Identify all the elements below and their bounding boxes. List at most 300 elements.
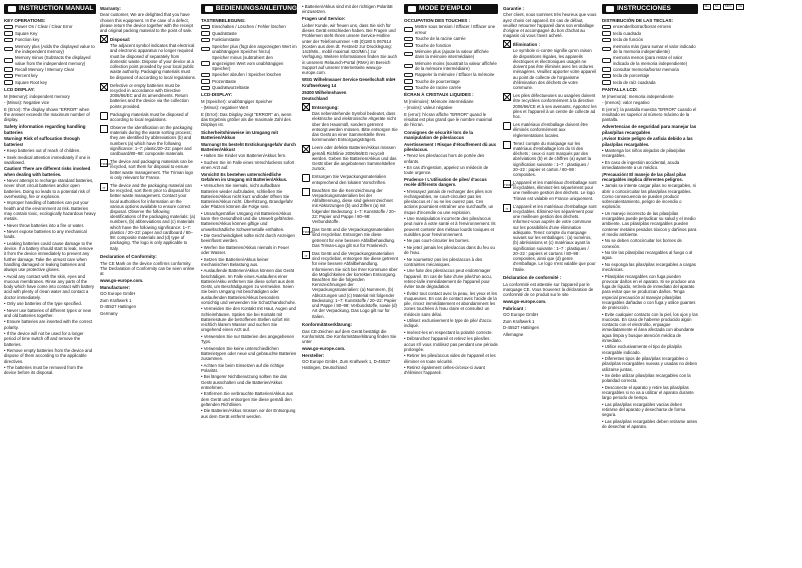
mplus-key-icon [201,47,210,52]
key-row [4,31,96,36]
lcd-line: M (mémoire): Mémoire intermédiaire [404,98,474,104]
key-desc: Touche de pourcentage [415,78,460,84]
caution-line: • Ne pas court-circuiter les bornes. [404,238,470,244]
de-recyclable2-block [302,251,398,320]
caution-line: • Achten Sie beim Einsetzen auf die richtige Polarität. [201,362,284,373]
caution-line: • Never attempt to recharge standard batteries, never short circuit batteries and/or open batteries. Doing so leads to a potential risk of overheating, fire or explosion. [4,178,94,199]
mminus-key-icon [404,64,413,69]
address-line: 25300 Wilhelmshaven [302,89,347,95]
caution-line: • Werfen Sie Batterien/Akkus niemals in Feuer oder Wasser. [201,244,290,256]
fr-decl: La conformité est attestée sur l'appareil par le marquage CE. Vous trouverez la déclaration de conformité de ce produit sur le site [503,281,594,298]
col-german-2 [302,4,398,566]
en-packaging: Packaging materials must be disposed of according to local regulations. [110,111,189,122]
col-spanish [602,4,698,566]
on-key-icon [4,25,13,30]
de-questions-heading: Fragen und Service: [302,16,346,22]
lcd-line: M (Speicher): unabhängiger Speicher [201,98,273,104]
warning-line: • Seek medical attention immediately if one is swallowed. [4,154,91,165]
de-battery-disposal: Leere oder defekte Batterien/Akkus müssen gemäß Richtlinie 2006/66/EG recycelt werden. Geben Sie Batterien/Akkus und das Gerät über die angebotenen Sammelstellen zurück. [312,145,397,172]
flag-icon [408,6,416,12]
caution-line: • Vermeiden Sie den Kontakt mit Haut, Augen und Schleimhäuten. Spülen Sie bei Kontakt mit Batteriesäure die betroffenen Stellen sofort mit reichlich klarem Wasser und suchen Sie umgehend einen Arzt auf. [201,306,296,333]
caution-line: • Improper handling of batteries can put your health and the environment at risk. Batteries may contain toxic, ecologically hazardous heavy metals. [4,200,96,222]
de-header [201,4,297,14]
warning-line: • Tenez les piles/accus hors de portée des enfants. [404,153,485,164]
caution-line: • Versuchen Sie niemals, nicht aufladbare Batterien wieder aufzuladen, schließen Sie Batterien/Akkus nicht kurz und/oder öffnen Sie Batterien/Akkus nicht. Überhitzung, Brandgefahr oder Platzen können die Folge sein. [201,183,293,210]
col-french-2 [503,4,597,566]
caution-line: • Ensure batteries are inserted with the correct polarity. [4,319,93,330]
mminus-key-icon [4,58,13,63]
caution-line: • Never throw batteries into a fire or water. [4,222,85,228]
key-desc: Quadratwurzeltaste [212,85,250,91]
col-german [201,4,297,566]
caution-line: • Se debe utilizar pilas/pilas recargables con la polaridad correcta. [602,373,691,384]
key-row [4,80,96,85]
de-decl: Das CE-Zeichen auf dem Gerät bestätigt die Konformität. Die Konformitätserklärung finden Sie unter [302,328,397,345]
key-row [201,55,297,71]
address-line: Deutschland [302,96,328,102]
mplus-label: M+ [704,4,709,8]
fr-safety-heading: Consignes de sécurité lors de la manipulation de piles/accus [404,129,474,141]
de-title: BEDIENUNGSANLEITUNG [215,5,297,12]
mfr-line: D-45527 Hattingen [503,325,540,331]
lcd-line: - (menos): valor negativo [602,100,650,106]
key-desc: tecla cuadrado [613,30,642,36]
key-desc: Speicher minus (subtrahiert den angezeigten Wert vom unabhängigen Speicher) [212,55,284,71]
recycle-icon [503,141,511,149]
lcd-line: E (Error): Das Display zeigt "ERROR" an, wenn das Ergebnis größer als die maximale Zahl des Displays ist. [201,111,292,128]
caution-line: • Never expose batteries to any mechanical loads. [4,229,87,240]
mfr-line: Zum Kraftwerk 1 [503,318,535,324]
key-row [4,55,96,65]
function-key-icon [4,38,13,43]
lcd-line: E (Error): The display shows "ERROR" when the answer exceeds the maximum number of display. [4,106,90,123]
caution-line: • Pilas/pilas recargables con fuga pueden provocar daños en el aparato. Si se produce una fuga de líquido, retírela de inmediato del aparato para evitar que se produzcan daños. Tenga especial precaución al manejar pilas/pilas recargables dañadas o con fuga y utilice guantes de protección. [602,273,696,311]
battery-bin-icon [302,145,310,153]
mminus-key-icon [201,61,210,66]
de-questions: Lieber Kunde, wir freuen uns, dass Sie sich für dieses Gerät entschieden haben. Bei Fragen und Problemen steht Ihnen unsere Service-Hotline unter der Telefonnummer +49 (0)180 5 067614 (Kosten aus dem dt. Festnetz zur Drucklegung: 14ct/Min., mobil maximal 42ct/Min.) zur Verfügung. Weitere Informationen finden Sie auch in unserem Relaunch-Portal (RMA) im Bereich Support auf unserer Internetseite www.go-europe.com. [302,22,397,76]
en-disposal-text [110,35,196,81]
key-desc: tecla de porcentaje [613,73,650,79]
key-desc: Quadrattaste [212,30,237,36]
key-desc: Recall Memory / Memory Clear [15,67,75,73]
key-desc: Mémoire plus (ajoute la valeur affichée dans la mémoire intermédiaire) [415,48,489,60]
es-caution-heading: ¡Precaución! El manejo de las pilas/ pilas recargables implica diferentes peligros. [602,171,687,182]
recycle-icon [100,125,108,133]
warning-line: • Keep batteries out of reach of children. [4,148,81,154]
fr-decl-heading: Déclaration de conformité : [503,275,562,281]
caution-line: • Ne jetez jamais les piles/accus dans du feu ou de l'eau. [404,244,495,256]
crossed-bin-icon [503,40,511,48]
de-web-link[interactable]: www.go-europe.com. [302,345,346,351]
en-title: INSTRUCTION MANUAL [19,5,94,12]
italy-label-icon: IT [302,251,310,259]
key-row [404,49,498,59]
caution-line: • Unsachgemäßer Umgang mit Batterien/Akkus kann Ihre Gesundheit und die Umwelt gefährden. Batterien/Akkus können giftige und umweltschädliche Schwermetalle enthalten. [201,210,295,232]
de-disposal: Das nebenstehende Symbol bedeutet, dass elektrische und elektronische Altgeräte nicht über den Hausmüll, sondern getrennt entsorgt werden müssen. Bitte entsorgen Sie das Gerät an einer Sammelstelle Ihres kommunalen Entsorgungsträgers. [312,111,398,143]
de-decl-heading: Konformitätserklärung: [302,322,353,328]
fr-recyclable-block [503,180,597,202]
key-desc: Memory minus (Subtracts the displayed value from the independent memory) [15,55,91,66]
fr-packaging-block [503,122,597,139]
caution-line: • Verwenden Sie nur Batterien des angegebenen Typs. [201,333,295,345]
fr-disposal-heading: Élimination : [513,41,540,47]
en-recyclable-block [100,159,196,181]
fr-caution-heading: Prudence ! L'utilisation de piles/ d'accus recèle différents dangers. [404,176,487,188]
en-battery-block [100,83,196,110]
en-warning-heading: Warning! Risk of suffocation through batteries! [4,136,80,147]
on-key-icon [201,25,210,30]
fr-disposal-block [503,40,597,92]
ce-label: CE [738,4,743,8]
caution-line: • Verwenden Sie keine unterschiedlichen Batterietypen oder neue und gebrauchte Batterien zusammen. [201,345,297,362]
square-key-icon [602,31,611,36]
key-row [201,31,297,36]
lcd-line: - (Minus): Negative vice [4,100,50,106]
key-desc: Speicher plus (fügt den angezeigten Wert im unabhängigen Speicher hinzu) [212,43,297,54]
caution-line: • If the device will not be used for a longer period of time switch off and remove the batteries. [4,331,84,347]
key-row [201,24,297,29]
de-identification: Beachten Sie die Kennzeichnung der Verpackungsmaterialien bei der Abfalltrennung, diese sind gekennzeichnet mit Abkürzungen (b) und Ziffern (a) mit folgender Bedeutung: 1–7: Kunststoffe / 20–22: Papier und Pappe / 80–98: Verbundstoffe. [312,187,397,225]
caution-line: • Las pilas/pilas recargables vacías deben retirarse del aparato y desecharse de forma segura. [602,401,686,418]
de-battery-note: • Batterien/Akkus sind mit der richtigen Polarität einzusetzen. [302,4,393,15]
fr-keys-heading: OCCUPATION DES TOUCHES : [404,18,471,23]
fr-recyclable2-block [503,204,597,273]
percent-key-icon [602,74,611,79]
fr-disposal-text [513,40,597,92]
fr-identification-block [503,141,597,179]
key-desc: Touche de la racine carrée [415,36,466,42]
caution-line: • Never use batteries of different types or new and old batteries together. [4,307,91,318]
italy-label-icon: IT [503,204,511,212]
key-row [404,24,498,34]
de-packaging-block [302,174,398,186]
de-battery-block [302,145,398,172]
en-safety-heading: Safety information regarding handling batteries [4,124,86,135]
en-caution-heading: Caution! There are different risks involved when dealing with batteries. [4,166,91,177]
address-line: WSG Wilhelmsauer Service Gesellschaft mbH [302,76,396,82]
de-recyclable-block [302,227,398,249]
col-french [404,4,498,566]
caution-line: • Utilisez exclusivement le type de pile/ d'accu indiqué. [404,318,492,329]
key-row [201,79,297,84]
mminus-label: M- [715,4,719,8]
key-desc: Memory plus (Adds the displayed value to the independent memory) [15,43,95,54]
warning-line: • Mantenga los niños alejados de pilas/pilas recargables. [602,148,686,159]
warning-line: • En caso de ingestión accidental, acuda inmediatamente a un médico. [602,159,680,171]
key-row [4,37,96,42]
caution-line: • Utilice exclusivamente el tipo de pila/pila recargable indicado. [602,344,682,355]
en-recyclable2: The device and the packaging material can be recycled, sort them prior to disposal for better waste management. Contact your local authorities for information on the various options available to ensure correct disposal. Observe the following identifications of the packaging materials: (a) numbers, (b) abbreviations and (c) materials which have the following significance: 1–7: plastics / 20–22: paper and cardboard / 80–98: composite materials and (d) type of packaging. The logo is only applicable to Italy. [110,182,196,251]
packaging-icon [100,112,108,120]
caution-line: • Débranchez l'appareil et retirez les piles/les accus s'il vous n'utilisez pas pendant une période prolongée. [404,336,498,352]
key-row [602,31,698,36]
caution-line: • N'essayez jamais de recharger des piles non rechargeables, ne court-circuitez pas les piles/accus et / ou ne les ouvrez pas. Ces actions pourraient entraîner une surchauffe, un risque d'incendie ou une explosion. [404,188,494,215]
en-packaging-block [100,112,196,124]
key-row [4,67,96,72]
key-row [602,44,698,54]
es-lcd-heading: PANTALLA LCD: [602,87,638,93]
fr-battery-disposal: Les piles défectueuses ou usagées doivent être recyclées conformément à la directive 2006/66/CE et à ses avenants. Apportez les piles et l'appareil à un centre de collecte ad hoc. [513,93,597,120]
key-desc: Square Key [15,30,38,36]
fr-warning-heading: Avertissement ! Risque d'étouffement dû aux piles/accus. [404,141,497,152]
battery-bin-icon [503,93,511,101]
fr-battery-block [503,93,597,120]
caution-line: • Une manipulation incorrecte des piles/accus peut nuire à votre santé et à l'environnement. Ils peuvent contenir des métaux lourds toxiques et nuisibles pour l'environnement. [404,216,496,237]
caution-line: • Diferentes tipos de pilas/pilas recargables o pilas/pilas recargables nuevas y usadas no deben utilizarse juntas. [602,356,698,372]
square-key-icon [404,37,413,42]
caution-line: • Ne soumettez pas les piles/accus à des contraintes mécaniques. [404,256,483,267]
caution-line: • Die Geschwindigkeit sollte nicht durch Anzeigen beeinflusst werden. [201,233,295,244]
mfr-line: GO Europe GmbH [100,291,136,297]
fr-warranty: Cher client, nous sommes très heureux que vous ayez choisi cet appareil. En cas de défaut, veuillez retourner l'appareil dans son emballage d'origine et accompagné du bon d'achat au magasin où vous l'avez acheté. [503,12,597,39]
caution-line: • Insérez-les en respectant la polarité correcte. [404,329,493,335]
lcd-line: E (error): la pantalla muestra "ERROR" cuando el resultado es superior al número máximo de la pantalla. [602,106,697,123]
caution-line: • No tire las pilas/pilas recargables al fuego o al agua. [602,250,693,261]
key-row [602,67,698,72]
fr-header [404,4,498,14]
packaging-icon [503,122,511,130]
fr-identification: Tenez compte du marquage sur les matériaux d'emballage lors du tri des déchets ; ceux-ci sont marqués par des abréviations (b) et de chiffres (a) ayant la signification suivante : 1–7 : plastiques / 20–22 : papier et carton / 80–98 : composites. [513,140,592,177]
battery-bin-icon [100,83,108,91]
key-desc: Square Root key [15,79,48,85]
sqrt-key-icon [4,80,13,85]
warning-line: • Halten Sie Kinder von Batterien/Akkus fern. [201,153,287,159]
de-disposal-heading: Entsorgung: [312,104,339,110]
caution-line: • Die Batterien/Akkus müssen vor der Entsorgung aus dem Gerät entfernt werden. [201,408,296,419]
key-row [201,72,297,77]
caution-line: • Jamás se intente cargar pilas no recargables, ni abrir o cortocircuitar las pilas/pilas recargables. Como consecuencia se pueden producir sobrecalentamiento, peligro de incendio o explosión. [602,183,696,210]
es-safety-heading: Advertencias de seguridad para manejar las pilas/pilas recargables [602,124,697,135]
en-lcd-heading: LCD DISPLAY: [4,87,35,93]
es-header [602,4,698,14]
de-packaging: Entsorgen Sie Verpackungsmaterialien entsprechend den lokalen Vorschriften. [312,174,387,185]
caution-line: • Une fuite des piles/accus peut endommager l'appareil. En cas de fuite d'une pile/d'un accu, retirez-la/le immédiatement de l'appareil pour éviter toute dégradation. [404,268,492,290]
mfr-line: Germany [100,310,118,316]
key-row [201,37,297,42]
de-safety-heading: Sicherheitshinweise im Umgang mit Batterien/Akkus [201,129,279,141]
caution-line: • No se deben cortocircuitar los bornes de conexión. [602,238,682,249]
mfr-line: Zum Kraftwerk 1 [100,297,132,303]
en-disposal: The adjacent symbol indicates that electrical and electronic apparatus no longer required must be disposed of separately from domestic waste. Dispose of your device at a collection point provided by your local public waste authority. Packaging materials must be disposed of according to local regulations. [110,43,196,80]
en-disposal-heading: Disposal: [110,36,131,42]
en-battery-disposal: Defective or empty batteries must be recycled in accordance with Directive 2006/66/EC and its amendments. Return batteries and the device via the collection points provided. [110,82,189,109]
key-row [602,73,698,78]
key-row [404,43,498,48]
caution-line: • Only use batteries of the type specified. [4,301,82,307]
crossed-bin-icon [302,103,310,111]
flag-icon [205,6,213,12]
key-desc: tecla de raíz cuadrada [613,79,656,85]
caution-line: • Entfernen Sie verbrauchte Batterien/Akkus aus dem Gerät und entsorgen Sie diese gemäß den geltenden Richtlinien. [201,391,294,407]
en-decl: The CE Mark on the device confirms conformity. The Declaration of Conformity can be seen online at [100,260,195,277]
mminus-key-icon [602,58,611,63]
en-disposal-block [100,35,196,81]
on-key-icon [602,25,611,30]
es-title: INSTRUCCIONES [617,5,671,12]
key-label-legend [702,4,798,10]
caution-line: • Leaking batteries could cause damage to the device. If a battery should start to leak, remove it from the device immediately to prevent any further damage. Take the utmost care when handling damaged or leaking batteries and always use protective gloves. [4,240,94,273]
triman-icon: TRIMAN [503,180,511,188]
key-desc: Touche de racine carrée [415,85,462,91]
fr-warranty-heading: Garantie : [503,6,525,11]
de-keys-heading: TASTENBELEGUNG: [201,18,246,23]
de-lcd-heading: LCD-DISPLAY: [201,92,233,98]
en-header [4,4,96,14]
key-row [404,85,498,90]
fr-recyclable: L'appareil et les matériaux d'emballage sont recyclables, éliminez-les séparément pour une meilleure gestion des déchets. Le logo Triman est valable en France uniquement. [513,180,597,201]
caution-line: • Evite cualquier contacto con la piel, los ojos y las mucosas. En caso de haberse producido algún contacto con el electrolito, enjuague inmediatamente el área afectada con abundante agua limpia y busque atención médica de inmediato. [602,311,698,343]
de-warning-heading: Warnung! Es besteht Erstickungsgefahr durch Batterien/Akkus! [201,141,296,152]
col-english-2 [100,4,196,566]
en-decl-heading: Declaration of Conformity: [100,254,157,260]
caution-line: • Las pilas/pilas recargables deben retirarse antes de desechar el aparato. [602,418,698,430]
mplus-key-icon [602,47,611,52]
de-mfr-heading: Hersteller: [302,352,325,358]
key-desc: Power On / Clear / Clear Error [15,24,73,30]
on-key-icon [404,27,413,32]
key-row [4,44,96,54]
es-warning-heading: ¡Aviso! Existe peligro de asfixia debido a las pilas/pilas recargables. [602,136,693,147]
mrc-label: MRC [724,4,732,8]
key-row [201,44,297,54]
key-desc: Prozenttaste [212,78,237,84]
col-english [4,4,96,566]
lcd-line: E (error): l'écran affiche "ERROR" quand le résultat est plus grand que le nombre maximal de l'écran. [404,111,493,128]
en-keys-heading: KEY OPERATIONS: [4,18,46,23]
percent-key-icon [4,74,13,79]
italy-label-icon: IT [100,183,108,191]
en-recyclable2-block [100,183,196,252]
key-row [404,72,498,77]
key-desc: Funktionstaste [212,37,240,43]
key-desc: Touche de fonction [415,42,452,48]
en-warranty-heading: Warranty: [100,6,121,11]
lcd-line: - (Minus): negativer Wert [201,105,249,111]
en-mfr-heading: Manufacturer: [100,284,131,290]
key-desc: Function key [15,37,40,43]
de-caution-heading: Vorsicht! Es bestehen unterschiedliche Gefahren im Umgang mit Batterien/Akkus. [201,171,288,182]
key-desc: memoria más (para sumar el valor indicado de la memoria independiente) [613,43,696,54]
triman-icon: TRIMAN [302,227,310,235]
en-web-link[interactable]: www.go-europe.com. [100,277,144,283]
de-identification-block [302,188,398,226]
percent-key-icon [404,79,413,84]
mplus-key-icon [404,52,413,57]
triman-icon: TRIMAN [100,159,108,167]
percent-key-icon [201,79,210,84]
en-identification-block [100,125,196,158]
warning-line: • Suchen Sie im Falle eines Verschluckens sofort einen Arzt auf. [201,159,295,171]
caution-line: • Auslaufende Batterien/Akkus können das Gerät beschädigen. Im Falle eines Auslaufens einer Batterie/Akku entfernen Sie diese sofort aus dem Gerät, um Beschädigungen zu vermeiden. Seien Sie beim Umgang mit beschädigten oder auslaufenden Batterien/Akkus besonders vorsichtig und verwenden Sie Schutzhandschuhe. [201,268,297,305]
key-desc: Einschalten / Löschen / Fehler löschen [212,24,286,30]
key-row [602,80,698,85]
key-desc: Speicher abrufen / Speicher löschen [212,72,282,78]
key-desc: Rappeler la mémoire / Effacer la mémoire [415,72,495,78]
warning-line: • En cas d'ingestion, appelez un médecin de toute urgence. [404,165,489,176]
crossed-bin-icon [100,35,108,43]
key-row [404,61,498,71]
caution-line: • Desconecte el aparato y retire las pilas/pilas recargables si no va a utilizar el aparato durante largo periodo de tiempo. [602,384,694,401]
key-row [602,37,698,42]
key-desc: consultar memoria/borrar memoria [613,67,679,73]
fr-web-link[interactable]: www.go-europe.com. [503,298,547,304]
lcd-line: M (memoria): memoria independiente [602,93,674,99]
function-key-icon [404,43,413,48]
packaging-icon [302,174,310,182]
caution-line: • Retirez également celles-ci/ceux-ci avant d'éliminer l'appareil. [404,365,485,376]
en-recyclable: The device and packaging materials can be recycled, sort them for disposal to ensure better waste management. The Triman logo is only relevant for France. [110,159,194,180]
caution-line: • No exponga las pilas/pilas recargables a cargas mecánicas. [602,261,696,273]
caution-line: • Bei längerer Nichtbenutzung sollten Sie das Gerät ausschalten und die Batterien/Akkus entnehmen. [201,374,288,390]
fr-lcd-heading: ÉCRAN À CRISTAUX LIQUIDES : [404,92,474,98]
caution-line: • Remove empty batteries from the device and dispose of them according to the applicable directives. [4,348,93,364]
lcd-line: M (Memory): independent memory [4,93,70,99]
mfr-line: Allemagne [503,331,524,337]
caution-line: • Setzen Sie Batterien/Akkus keiner mechanischen Belastung aus. [201,256,269,267]
mplus-key-icon [4,47,13,52]
mrc-key-icon [602,67,611,72]
caution-line: • Avoid any contact with the skin, eyes and mucous membranes. Rinse any parts of the body which have come into contact with battery acid with plenty of clean water and contact a doctor immediately. [4,273,95,300]
mfr-line: GO Europe GmbH, Zum Kraftwerk 1, D-45527 Hattingen, Deutschland [302,359,391,370]
flag-icon [606,6,614,12]
mrc-key-icon [4,67,13,72]
mfr-line: GO Europe GmbH [503,312,539,318]
caution-line: • Évitez tout contact avec la peau, les yeux et les muqueuses. En cas de contact avec l'acide de la pile, rincez immédiatement et abondamment les zones touchées à l'eau claire et consultez un médecin sans délai. [404,290,497,317]
key-row [4,24,96,29]
recycle-icon [302,188,310,196]
key-desc: Percent key [15,73,38,79]
square-key-icon [4,31,13,36]
lcd-line: - (moins): valeur négative [404,105,453,111]
key-row [602,24,698,29]
address-line: Kraftwerkweg 14 [302,83,337,89]
function-key-icon [201,38,210,43]
caution-line: • Retirer les piles/accus vides de l'appareil et les éliminer en toute sécurité. [404,353,496,364]
de-disposal-block [302,103,398,144]
key-desc: encender/borrar/borrar errores [613,24,672,30]
fr-packaging: Les matériaux d'emballage doivent être éliminés conformément aux réglementations locales. [513,122,588,138]
caution-line: • Un manejo incorrecto de las pilas/pilas recargables puede perjudicar su salud y el medio ambiente. Las pilas/pilas recargables pueden contener metales pesados tóxicos y dañinos para el medio ambiente. [602,210,697,237]
sqrt-key-icon [602,80,611,85]
key-row [404,79,498,84]
de-recyclable: Das Gerät und die Verpackungsmaterialien sind recyclebar. Entsorgen Sie diese getrennt für eine bessere Abfallbehandlung. Das Triman-Logo gilt nur für Frankreich. [312,227,396,248]
function-key-icon [602,38,611,43]
square-key-icon [201,31,210,36]
key-desc: Mémoire moins (soustrait la valeur affichée de la mémoire intermédiaire) [415,60,497,71]
key-desc: Mettre sous tension / Effacer / Effacer une erreur [415,24,496,35]
key-row [201,85,297,90]
key-desc: tecla de función [613,37,644,43]
key-row [4,73,96,78]
mfr-line: D-45527 Hattingen [100,304,137,310]
key-row [404,36,498,41]
de-disposal-text [312,103,398,144]
mrc-key-icon [201,73,210,78]
key-row [602,55,698,65]
de-recyclable2: Das Gerät und die Verpackungsmaterialien sind recyclebar, entsorgen Sie diese getrennt für eine bessere Abfallbehandlung. Informieren Sie sich bei Ihrer Kommune über die Möglichkeiten der korrekten Entsorgung. Beachten Sie die folgenden Kennzeichnungen der Verpackungsmaterialien: (a) Nummern, (b) Abkürzungen und (c) Material mit folgender Bedeutung: 1–7: Kunststoffe / 20–22: Papier und Pappe / 80–98: Verbundstoffe, sowie (d) Art der Verpackung. Das Logo gilt nur für Italien. [312,250,398,319]
flag-icon [8,6,16,12]
en-identification: Observe the identification on the packaging materials during the waste sorting process; they are identified by abbreviations (b) and numbers (a) which have the following significance: 1–7: plastic/20–22: paper and cardboard/80–98: composite materials. [110,124,193,157]
fr-title: MODE D'EMPLOI [419,5,472,12]
caution-line: • The batteries must be removed from the device before its disposal. [4,365,84,376]
fr-disposal: Le symbole ci-contre signifie qu'en raison de dispositions légales, les appareils électriques et électroniques usagés ne doivent pas être éliminés avec les ordures ménagères. Veuillez apporter votre appareil au point de collecte de l'organisme d'élimination des déchets de votre commune. [513,48,597,91]
fr-mfr-heading: Fabricant : [503,305,527,311]
key-desc: memoria menos (para restar el valor indicado de la memoria independiente) [613,55,688,66]
sqrt-key-icon [201,86,210,91]
mrc-key-icon [404,73,413,78]
sqrt-key-icon [404,86,413,91]
fr-recyclable2: L'appareil et les matériaux d'emballage sont recyclables. Éliminez-les séparément pour une meilleure gestion des déchets. Informez-vous auprès de votre commune sur les possibilités d'une élimination adéquate. Tenez compte du marquage suivant sur les emballages : (a) numéros, (b) abréviations et (c) matériaux ayant la signification suivante : 1–7 : plastiques / 20–22 : papiers et cartons / 80–98 : composites, ainsi que (d) genre d'emballage. Le logo n'est valable que pour l'Italie. [513,203,597,272]
